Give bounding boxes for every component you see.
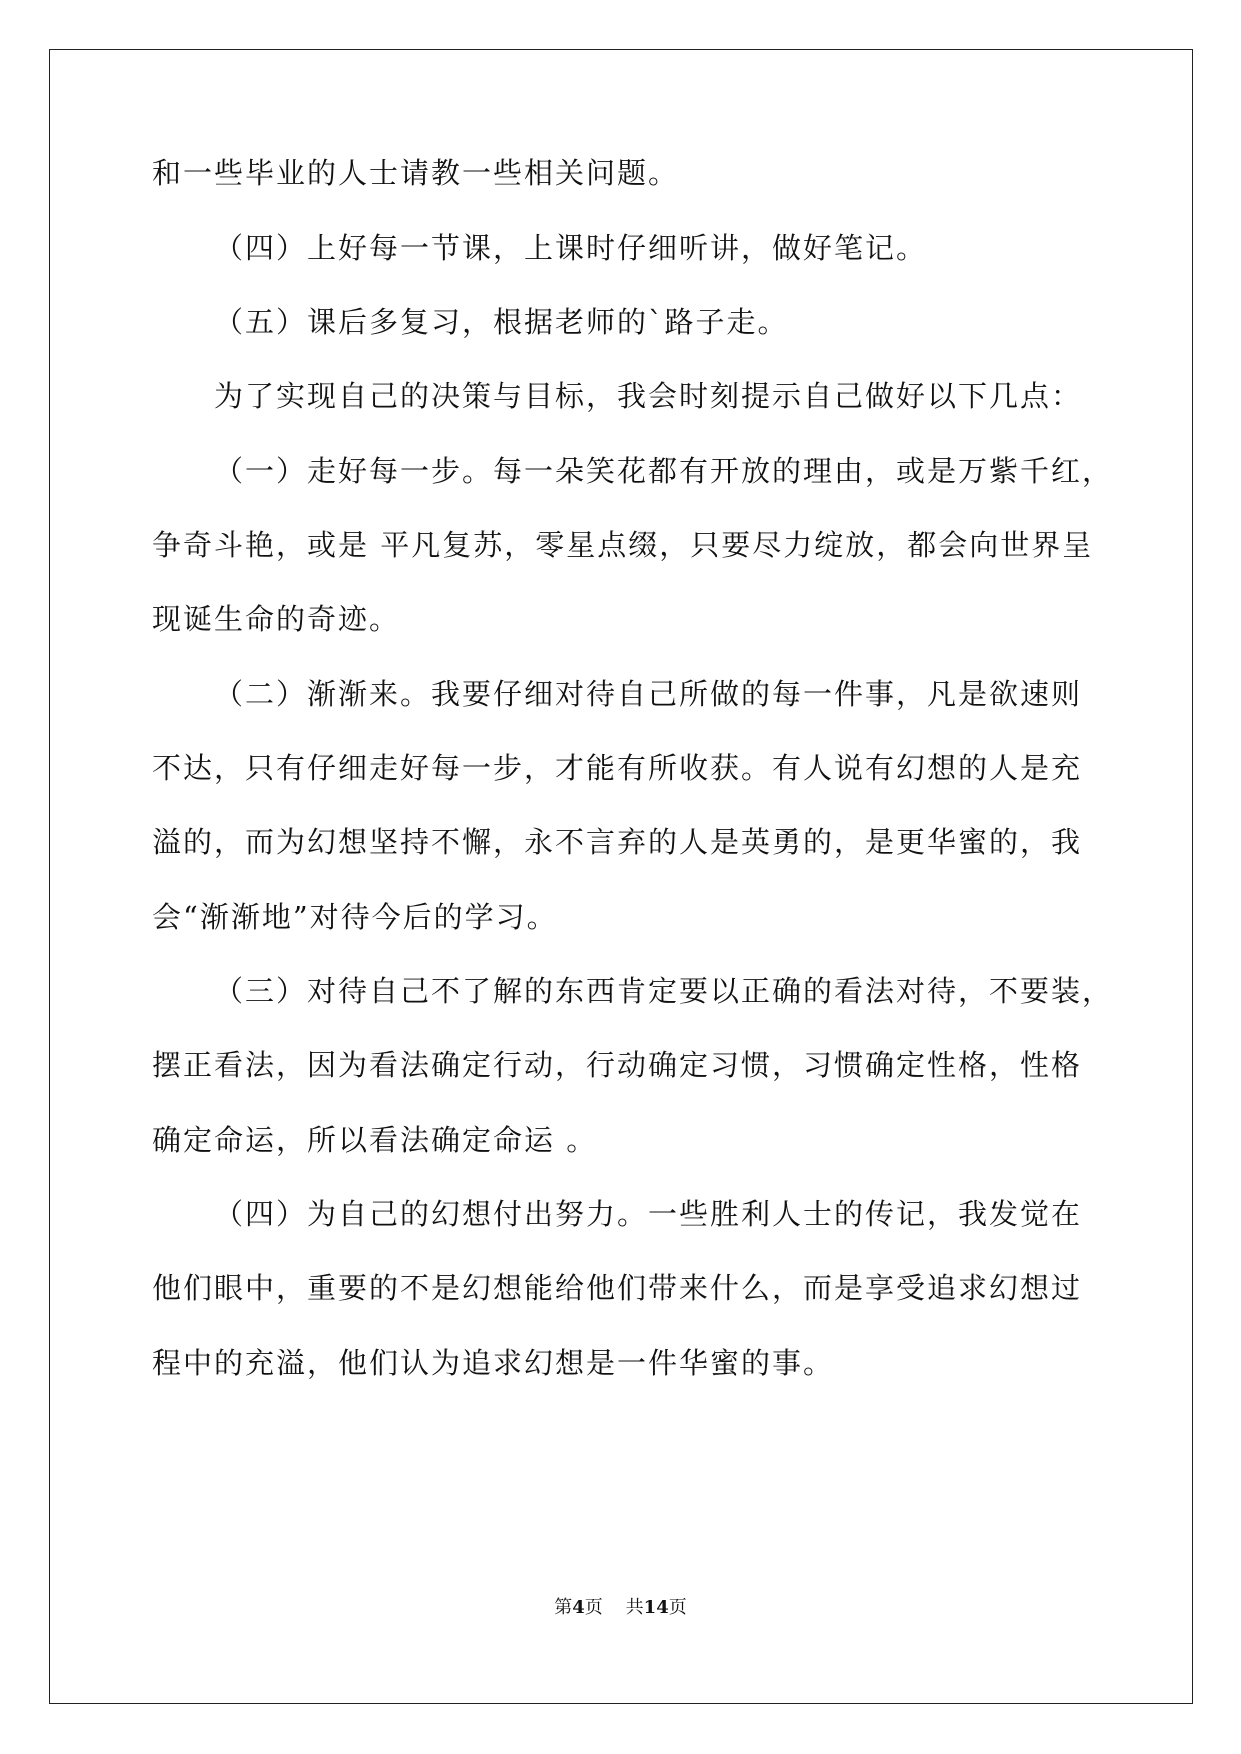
text-line: （三）对待自己不了解的东西肯定要以正确的看法对待，不要装， xyxy=(214,974,1114,1008)
page-suffix: 页 xyxy=(584,1597,603,1618)
text-line: （四）上好每一节课，上课时仔细听讲，做好笔记。 xyxy=(214,231,928,265)
text-line: （五）课后多复习，根据老师的`路子走。 xyxy=(214,305,789,339)
text-line: （四）为自己的幻想付出努力。一些胜利人士的传记，我发觉在 xyxy=(214,1197,1083,1231)
text-line: 争奇斗艳，或是 平凡复苏，零星点缀，只要尽力绽放，都会向世界呈 xyxy=(152,528,1094,562)
text-line: 确定命运，所以看法确定命运 。 xyxy=(152,1123,598,1157)
text-line: 他们眼中，重要的不是幻想能给他们带来什么，而是享受追求幻想过 xyxy=(152,1271,1083,1305)
text-line: 不达，只有仔细走好每一步，才能有所收获。有人说有幻想的人是充 xyxy=(152,751,1083,785)
text-line: 为了实现自己的决策与目标，我会时刻提示自己做好以下几点： xyxy=(214,379,1083,413)
page-border xyxy=(49,49,1193,1704)
total-pages: 14 xyxy=(643,1597,669,1618)
text-line: （二）渐渐来。我要仔细对待自己所做的每一件事，凡是欲速则 xyxy=(214,677,1083,711)
page-prefix: 第 xyxy=(554,1597,573,1618)
text-line: （一）走好每一步。每一朵笑花都有开放的理由，或是万紫千红， xyxy=(214,454,1114,488)
page-footer xyxy=(0,1596,1241,1620)
text-line: 现诞生命的奇迹。 xyxy=(152,602,401,636)
text-line: 和一些毕业的人士请教一些相关问题。 xyxy=(152,156,680,190)
text-line: 摆正看法，因为看法确定行动，行动确定习惯，习惯确定性格，性格 xyxy=(152,1048,1083,1082)
total-suffix: 页 xyxy=(668,1597,687,1618)
page-number: 4 xyxy=(572,1597,585,1618)
text-line: 会“渐渐地”对待今后的学习。 xyxy=(152,900,558,934)
text-line: 溢的，而为幻想坚持不懈，永不言弃的人是英勇的，是更华蜜的，我 xyxy=(152,825,1083,859)
text-line: 程中的充溢，他们认为追求幻想是一件华蜜的事。 xyxy=(152,1346,835,1380)
total-prefix: 共 xyxy=(625,1597,644,1618)
